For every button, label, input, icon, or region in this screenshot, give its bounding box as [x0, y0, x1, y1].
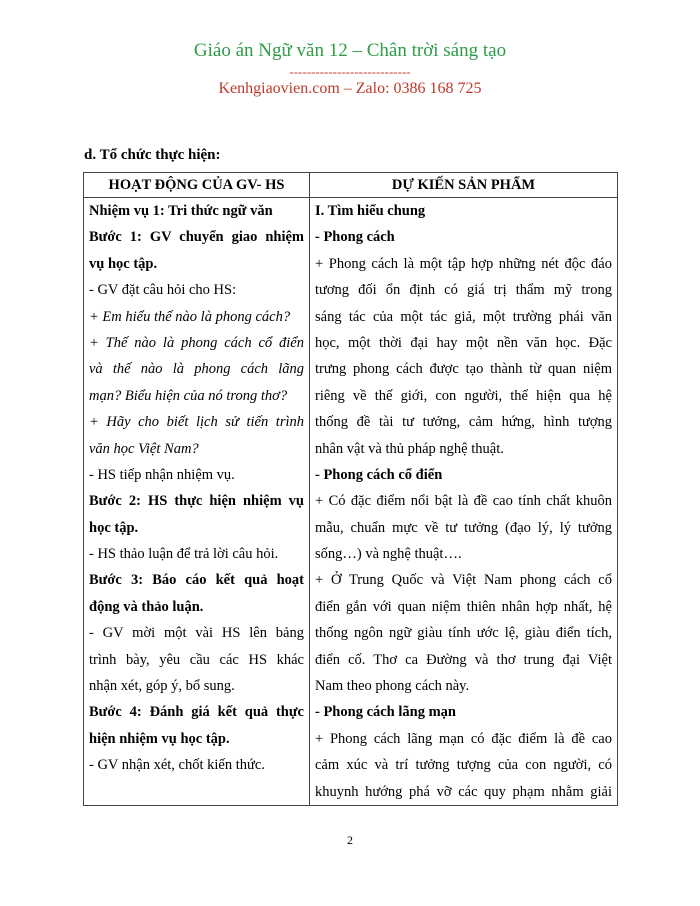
left-line: nhận xét, góp ý, bổ sung.: [89, 678, 235, 695]
left-line: + Em hiểu thế nào là phong cách?: [89, 308, 291, 325]
right-line: + Phong cách là một tập hợp những nét độc đáo: [315, 255, 612, 272]
header-contact: Kenhgiaovien.com – Zalo: 0386 168 725: [218, 80, 482, 97]
right-line: khuynh hướng phá vỡ các quy phạm nhằm giải: [315, 783, 612, 800]
left-line: + Thế nào là phong cách cổ điển: [89, 334, 304, 351]
header-divider: ----------------------------: [289, 64, 411, 79]
products-cell: [310, 198, 618, 806]
lesson-table: [83, 172, 618, 806]
left-line: vụ học tập.: [89, 255, 158, 272]
left-line: Bước 2: HS thực hiện nhiệm vụ: [89, 493, 304, 510]
right-line: cảm xúc và trí tưởng tượng của con người, có: [315, 757, 612, 774]
right-line: + Ở Trung Quốc và Việt Nam phong cách cổ: [315, 572, 612, 589]
right-line: + Có đặc điểm nổi bật là đề cao tính chất khuôn: [315, 493, 612, 510]
right-line: điển gắn với quan niệm thiên nhân hợp nhất, hệ: [315, 598, 612, 615]
section-title: d. Tổ chức thực hiện:: [84, 147, 221, 163]
document-header-title: Giáo án Ngữ văn 12 – Chân trời sáng tạo: [193, 40, 507, 61]
right-line: thống đề tài tư tưởng, cảm hứng, hình tượng: [315, 414, 612, 431]
left-line: Bước 3: Báo cáo kết quả hoạt: [89, 572, 304, 589]
right-line: Nam theo phong cách này.: [315, 678, 470, 695]
left-line: động và thảo luận.: [89, 598, 204, 615]
col-header-activities: HOẠT ĐỘNG CỦA GV- HS: [84, 173, 310, 198]
right-line: sống…) và nghệ thuật….: [315, 546, 462, 563]
right-line: học, một thời đại hay một nền văn học. Đặc: [315, 334, 612, 351]
right-line: mẫu, chuẩn mực về tư tưởng (đạo lý, lý tưởng: [315, 519, 612, 536]
right-line: thống ngôn ngữ giàu tính ước lệ, giàu điển tích,: [315, 625, 612, 642]
page-number: 2: [347, 833, 353, 847]
left-line: - HS tiếp nhận nhiệm vụ.: [89, 466, 235, 483]
left-line: học tập.: [89, 519, 139, 536]
right-line: - Phong cách lãng mạn: [315, 704, 456, 721]
table-body-row: [84, 198, 618, 806]
right-line: điển cố. Thơ ca Đường và thơ trung đại Việt: [315, 651, 612, 668]
left-line: - GV đặt câu hỏi cho HS:: [89, 282, 237, 299]
right-line: - Phong cách: [315, 229, 395, 246]
left-line: - GV nhận xét, chốt kiến thức.: [89, 757, 265, 774]
col-header-products: DỰ KIẾN SẢN PHẨM: [310, 173, 618, 198]
right-line: riêng về thế giới, con người, thể hiện qua hệ: [315, 387, 612, 404]
activities-cell: [84, 198, 310, 806]
right-line: nhân vật và thủ pháp nghệ thuật.: [315, 440, 504, 457]
right-line: sáng tác của một tác giả, một trường phái văn: [315, 308, 612, 325]
right-line: + Phong cách lãng mạn có đặc điểm là đề cao: [315, 730, 612, 747]
left-line: Bước 4: Đánh giá kết quả thực: [89, 704, 304, 721]
left-line: Nhiệm vụ 1: Tri thức ngữ văn: [89, 203, 273, 219]
left-line: - GV mời một vài HS lên bảng: [89, 625, 304, 642]
table-header-row: [84, 173, 618, 198]
left-line: trình bày, yêu cầu các HS khác: [89, 651, 304, 668]
left-line: và thế nào là phong cách lãng: [89, 361, 304, 378]
left-line: + Hãy cho biết lịch sử tiến trình: [89, 414, 304, 431]
left-line: - HS thảo luận để trả lời câu hỏi.: [89, 546, 279, 563]
right-line: trưng phong cách được tạo thành từ quan niệm: [315, 361, 612, 378]
right-line: I. Tìm hiểu chung: [315, 203, 426, 219]
left-line: mạn? Biểu hiện của nó trong thơ?: [89, 387, 288, 404]
right-line: tương đối ổn định có giá trị thẩm mỹ trong: [315, 282, 612, 299]
left-line: Bước 1: GV chuyển giao nhiệm: [89, 229, 304, 246]
left-line: văn học Việt Nam?: [89, 440, 199, 457]
right-line: - Phong cách cổ điển: [315, 466, 443, 483]
left-line: hiện nhiệm vụ học tập.: [89, 730, 230, 747]
